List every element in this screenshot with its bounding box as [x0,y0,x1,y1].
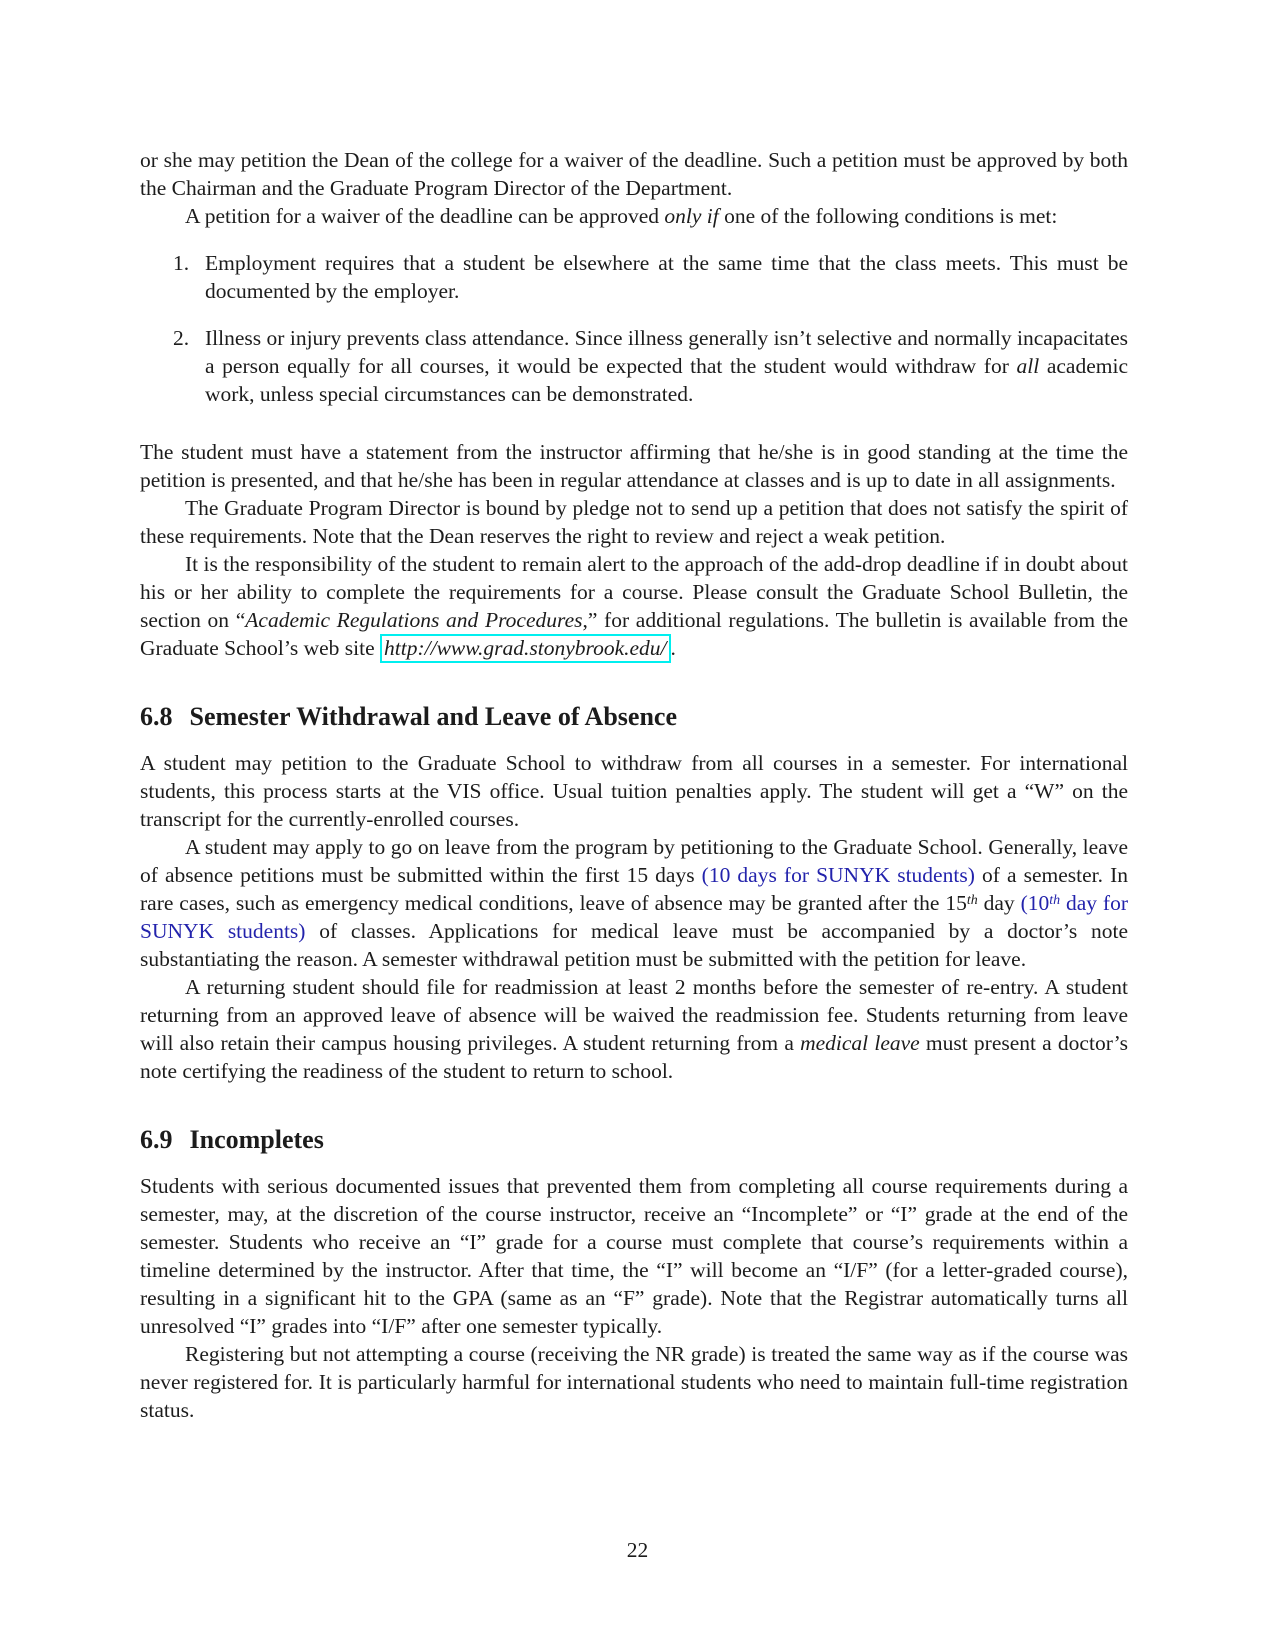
section-title: Incompletes [189,1125,324,1154]
paragraph-petition-conditions: A petition for a waiver of the deadline can be approved only if one of the following conditions is met: [185,204,1058,228]
paragraph-student-responsibility [140,550,1128,662]
list-item-text: Employment requires that a student be elsewhere at the same time that the class meets. This must be documented by the employer. [205,251,1128,303]
section-number: 6.9 [140,1125,173,1154]
list-item-number: 2. [173,326,190,350]
text-body [140,146,1128,1424]
paragraph-incompletes: Students with serious documented issues that prevented them from completing all course requirements during a semester, may, at the discretion of the course instructor, receive an “Incomplete” or “I” grade at the end of the semester. Students who receive an “I” grade for a course must complete that course’s requirements within a timeline determined by the instructor. After that time, the “I” will become an “I/F” (for a letter-graded course), resulting in a significant hit to the GPA (same as an “F” grade). Note that the Registrar automatically turns all unresolved “I” grades into “I/F” after one semester typically. [140,1174,1128,1338]
paragraph-semester-withdrawal: A student may petition to the Graduate School to withdraw from all courses in a semester. For international students, this process starts at the VIS office. Usual tuition penalties apply. The student will get a “W” on the transcript for the currently-enrolled courses. [140,751,1128,831]
paragraph-instructor-statement: The student must have a statement from the instructor affirming that he/she is in good standing at the time the petition is presented, and that he/she has been in regular attendance at classes and is up to date in all assignments. [140,440,1128,492]
section-title: Semester Withdrawal and Leave of Absence [189,702,677,731]
paragraph-leave-of-absence: A student may apply to go on leave from the program by petitioning to the Graduate School. Generally, leave of absence petitions must be submitted within the first 15 days (10 days for SUNYK students) of a semester. In rare cases, such as emergency medical conditions, leave of absence may be granted after the 15th day (10th day for SUNYK students) of classes. Applications for medical leave must be accompanied by a doctor’s note substantiating the reason. A semester withdrawal petition must be submitted with the petition for leave. [140,835,1128,971]
paragraph-text: It is the responsibility of the student to remain alert to the approach of the add-drop deadline if in doubt about his or her ability to complete the requirements for a course. Please consult the Graduate School Bulletin, the section on “Academic Regulations and Procedures,” for additional regulations. The bulletin is available from the Graduate School’s web site [140,552,1128,660]
paragraph-program-director: The Graduate Program Director is bound by pledge not to send up a petition that does not satisfy the spirit of these requirements. Note that the Dean reserves the right to review and reject a weak petition. [140,496,1128,548]
list-item-illness [140,324,1128,408]
paragraph-returning-student: A returning student should file for readmission at least 2 months before the semester of re-entry. A student returning from an approved leave of absence will be waived the readmission fee. Students returning from leave will also retain their campus housing privileges. A student returning from a medical leave must present a doctor’s note certifying the readiness of the student to return to school. [140,975,1128,1083]
section-heading-6-8 [140,702,1128,732]
grad-school-url-link[interactable]: http://www.grad.stonybrook.edu/ [380,634,670,663]
paragraph-nr-grade: Registering but not attempting a course (receiving the NR grade) is treated the same way as if the course was never registered for. It is particularly harmful for international students who need to maintain full-time registration status. [140,1342,1128,1422]
sentence-period: . [670,636,676,660]
section-number: 6.8 [140,702,173,731]
section-heading-6-9 [140,1125,1128,1155]
list-item-text: Illness or injury prevents class attendance. Since illness generally isn’t selective and normally incapacitates a person equally for all courses, it would be expected that the student would withdraw for all academic work, unless special circumstances can be demonstrated. [205,326,1128,406]
list-item-employment [140,249,1128,305]
page-number: 22 [626,1538,649,1562]
list-item-number: 1. [173,251,190,275]
paragraph-waiver-continuation: or she may petition the Dean of the college for a waiver of the deadline. Such a petition must be approved by both the Chairman and the Graduate Program Director of the Department. [140,148,1128,200]
conditions-list [140,249,1128,408]
